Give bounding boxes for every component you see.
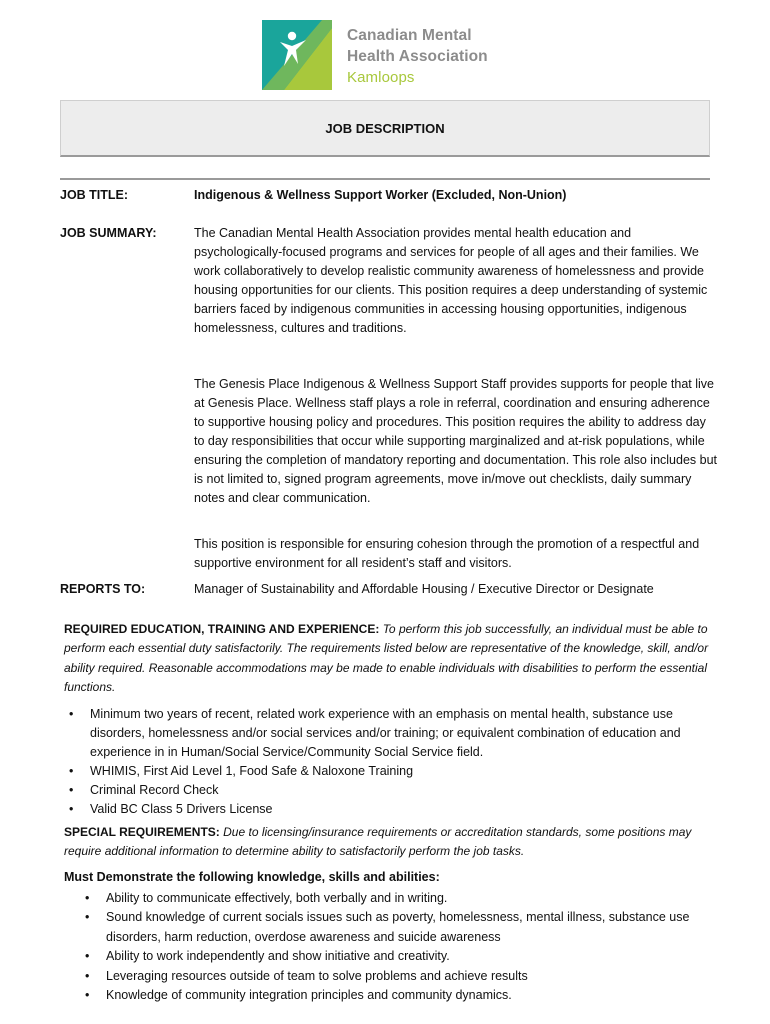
list-item: • Sound knowledge of current socials issues such as poverty, homelessness, mental illness, substance use disorders, harm reduction, overdose awareness and suicide awareness <box>85 910 690 944</box>
bullet-icon: • <box>69 802 74 816</box>
cmha-logo <box>262 20 332 90</box>
list-item: • Ability to communicate effectively, both verbally and in writing. <box>106 889 726 908</box>
special-requirements <box>64 823 714 862</box>
org-name-line2: Health Association <box>347 48 488 65</box>
reports-to-label: REPORTS TO: <box>60 582 146 596</box>
job-summary-paragraph-1: The Canadian Mental Health Association provides mental health education and psychologically-focused programs and services for people of all ages and their families. We work collaboratively to develop realistic community awareness of homelessness and provide housing opportunities for our clients. This position requires a deep understanding of systemic barriers faced by indigenous communities in accessing housing opportunities, indigenous homelessness, cultures and traditions. <box>194 226 708 335</box>
org-city: Kamloops <box>347 69 415 86</box>
required-intro-text: To perform this job successfully, an individual must be able to perform each essential duty satisfactorily. The requirements listed below are representative of the knowledge, skill, and/or ability required. Reasonable accommodations may be made to enable individuals with disabilities to perform the essential functions. <box>64 622 709 694</box>
demonstrate-list <box>85 889 726 1005</box>
list-item: • Leveraging resources outside of team to solve problems and achieve results <box>106 967 726 986</box>
page-title: JOB DESCRIPTION <box>60 100 710 157</box>
demonstrate-heading: Must Demonstrate the following knowledge, skills and abilities: <box>64 870 440 884</box>
required-heading: REQUIRED EDUCATION, TRAINING AND EXPERIENCE: <box>64 622 380 636</box>
bullet-icon: • <box>69 707 74 721</box>
list-item: • WHIMIS, First Aid Level 1, Food Safe & Naloxone Training <box>90 762 720 781</box>
job-title-label: JOB TITLE: <box>60 188 129 202</box>
list-item: • Knowledge of community integration principles and community dynamics. <box>106 986 726 1005</box>
job-summary-label: JOB SUMMARY: <box>60 226 157 240</box>
list-item: • Minimum two years of recent, related work experience with an emphasis on mental health, substance use disorders, homelessness and/or social services and/or training; or equivalent combination of education and experience in in Human/Social Service/Community Social Service field. <box>69 707 681 759</box>
list-item: • Valid BC Class 5 Drivers License <box>90 800 720 819</box>
bullet-icon: • <box>85 968 90 983</box>
required-list <box>69 705 720 819</box>
title-divider <box>60 178 710 180</box>
job-summary-paragraph-3: This position is responsible for ensuring cohesion through the promotion of a respectful and supportive environment for all resident’s staff and visitors. <box>194 537 700 570</box>
bullet-icon: • <box>69 783 74 797</box>
job-summary-paragraph-2: The Genesis Place Indigenous & Wellness Support Staff provides supports for people that live at Genesis Place. Wellness staff plays a role in referral, coordination and ensuring adherence to supportive housing policy and procedures. This position requires the ability to address day to day responsibilities that occur while supporting marginalized and at-risk populations, while ensuring the completion of mandatory reporting and documentation. This role also includes but is not limited to, signed program agreements, move in/move out checklists, daily summary notes and clear communication. <box>194 377 717 505</box>
list-item: • Ability to work independently and show initiative and creativity. <box>106 947 726 966</box>
bullet-icon: • <box>69 764 74 778</box>
special-text: Due to licensing/insurance requirements or accreditation standards, some positions may require additional information to determine ability to satisfactorily perform the job tasks. <box>64 825 692 859</box>
org-name-line1: Canadian Mental <box>347 27 472 44</box>
bullet-icon: • <box>85 949 90 964</box>
bullet-icon: • <box>85 988 90 1003</box>
required-section-intro <box>64 620 714 697</box>
special-heading: SPECIAL REQUIREMENTS: <box>64 825 220 839</box>
reports-to-value: Manager of Sustainability and Affordable Housing / Executive Director or Designate <box>194 582 654 596</box>
list-item: • Criminal Record Check <box>90 781 720 800</box>
job-title-value: Indigenous & Wellness Support Worker (Excluded, Non-Union) <box>194 188 567 202</box>
logo-figure-head <box>288 32 296 40</box>
bullet-icon: • <box>85 891 90 905</box>
bullet-icon: • <box>85 910 90 925</box>
